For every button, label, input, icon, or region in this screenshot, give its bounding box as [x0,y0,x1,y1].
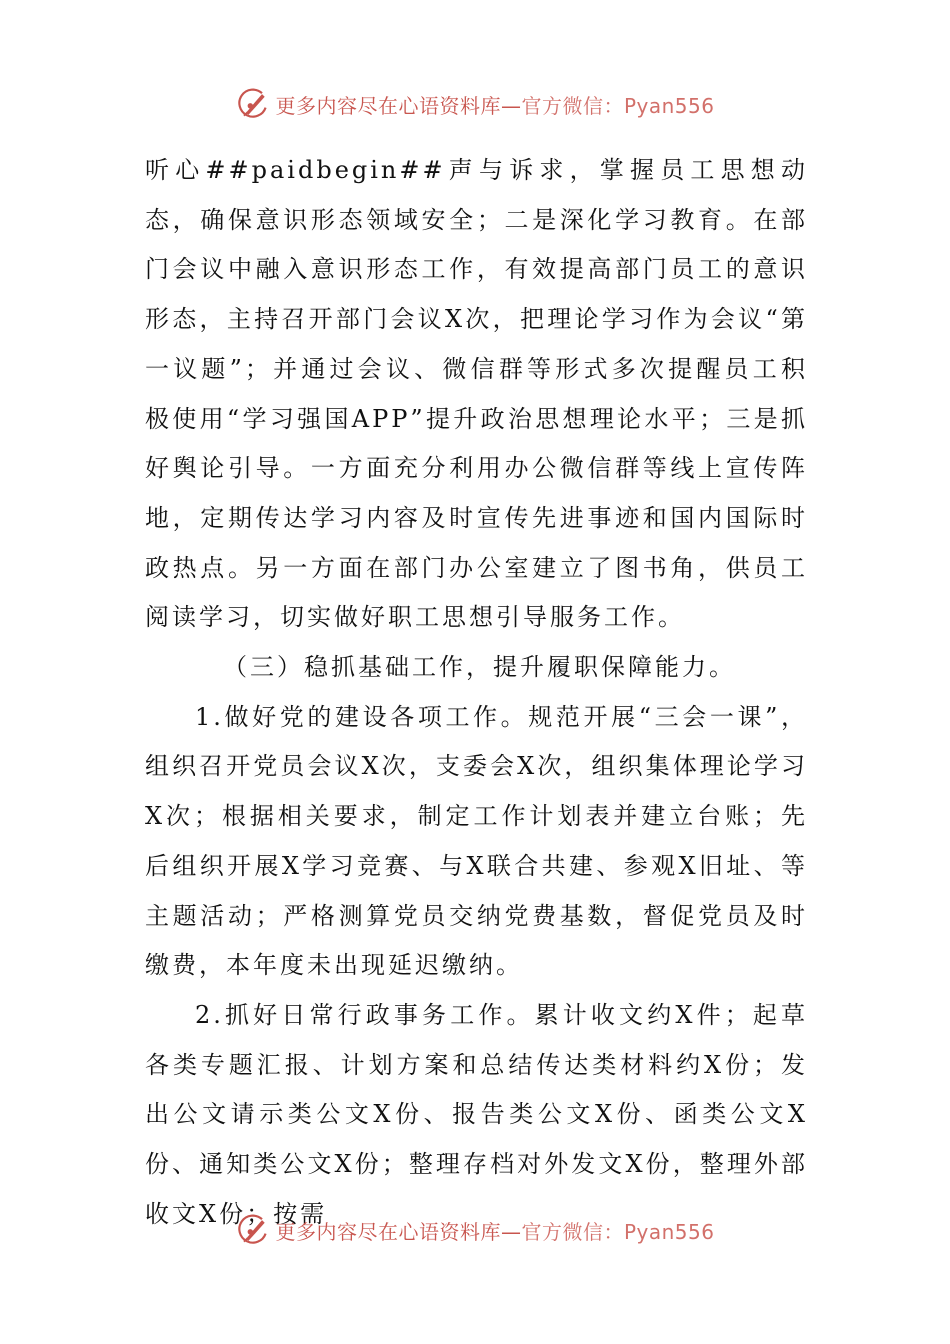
pen-circle-logo-icon [235,1212,271,1248]
section-heading-3: （三）稳抓基础工作，提升履职保障能力。 [223,653,736,682]
paragraph-party-building: 1.做好党的建设各项工作。规范开展“三会一课”，组织召开党员会议X次，支委会X次，组织集体理论学习X次；根据相关要求，制定工作计划表并建立台账；先后组织开展X学习竞赛、与X联合共建、参观X旧址、等主题活动；严格测算党员交纳党费基数，督促党员及时缴费，本年度未出现延迟缴纳。 [145,702,808,980]
footer-banner [0,1210,950,1250]
paragraph-continued: 听心##paidbegin##声与诉求，掌握员工思想动态，确保意识形态领域安全；二是深化学习教育。在部门会议中融入意识形态工作，有效提高部门员工的意识形态，主持召开部门会议X次，把理论学习作为会议“第一议题”；并通过会议、微信群等形式多次提醒员工积极使用“学习强国APP”提升政治思想理论水平；三是抓好舆论引导。一方面充分利用办公微信群等线上宣传阵地，定期传达学习内容及时宣传先进事迹和国内国际时政热点。另一方面在部门办公室建立了图书角，供员工阅读学习，切实做好职工思想引导服务工作。 [145,156,808,632]
document-body [145,146,808,1239]
paragraph-admin-affairs: 2.抓好日常行政事务工作。累计收文约X件；起草各类专题汇报、计划方案和总结传达类材料约X份；发出公文请示类公文X份、报告类公文X份、函类公文X份、通知类公文X份；整理存档对外发文X份，整理外部收文X份；按需 [145,1000,808,1228]
header-banner-wechat: 官方微信：Pyan556 [521,93,715,118]
footer-banner-label: 更多内容尽在心语资料库— [275,1219,522,1244]
header-banner-text [275,90,714,119]
header-banner-label: 更多内容尽在心语资料库— [275,93,522,118]
footer-banner-text [275,1216,714,1245]
header-banner [0,84,950,124]
footer-banner-wechat: 官方微信：Pyan556 [521,1219,715,1244]
pen-circle-logo-icon [235,86,271,122]
